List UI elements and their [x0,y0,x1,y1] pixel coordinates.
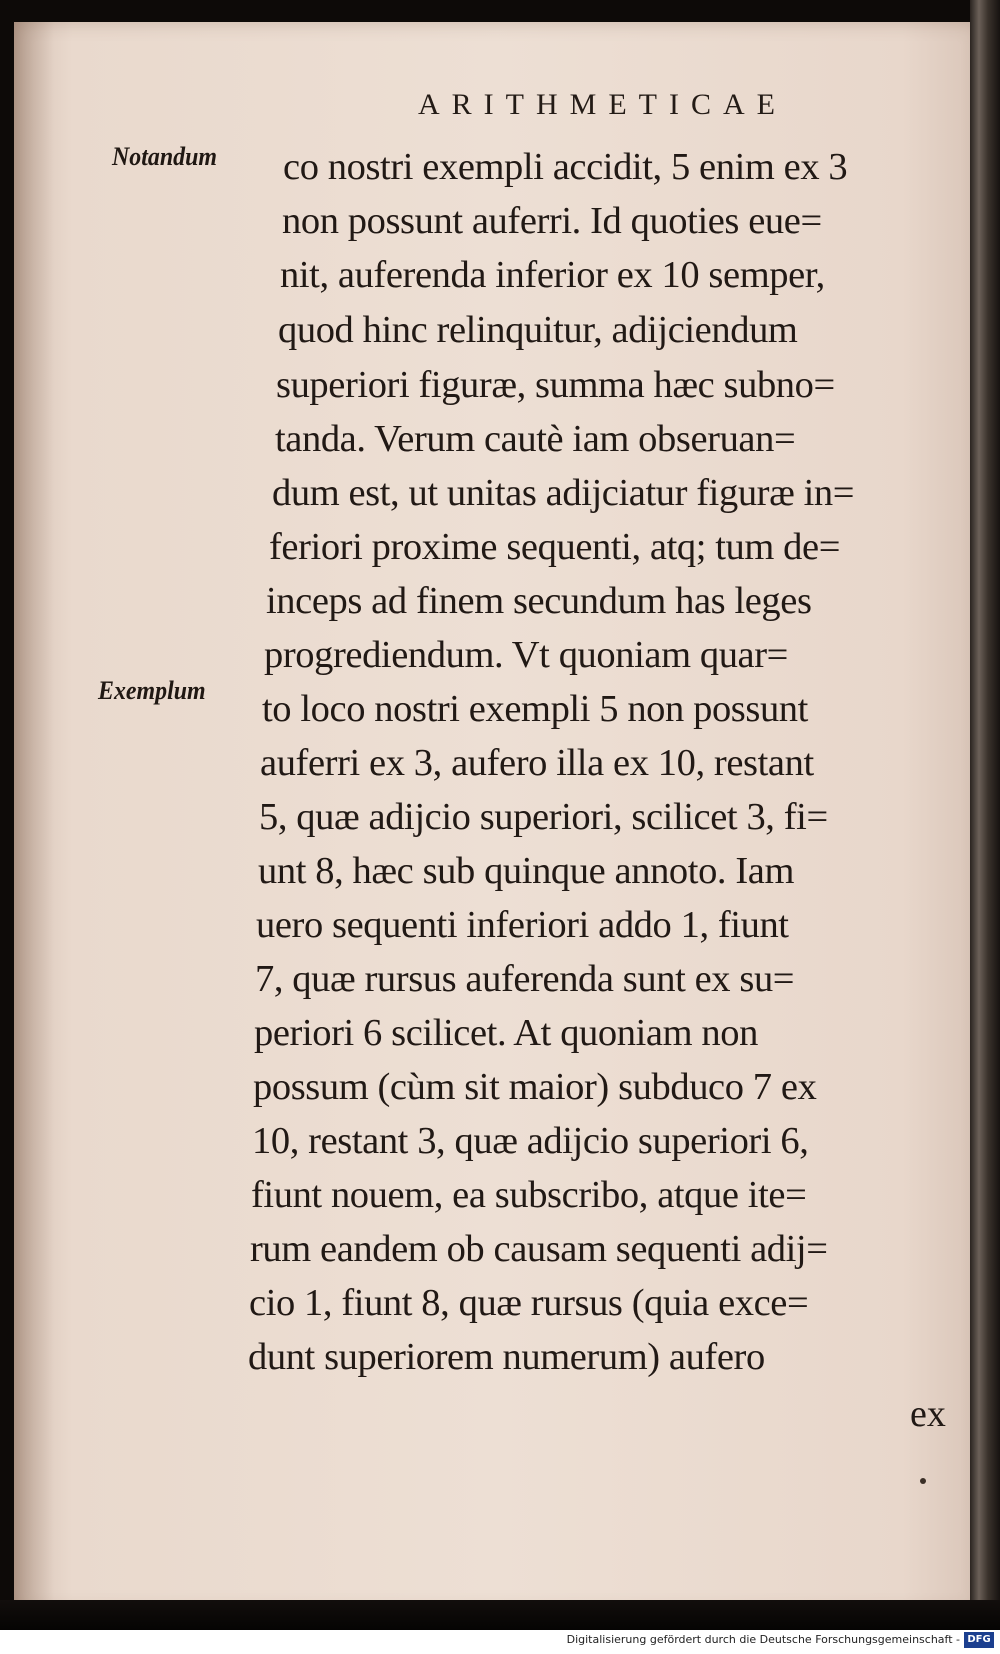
text-line: inceps ad finem secundum has leges [266,580,812,622]
text-line: unt 8, hæc sub quinque annoto. Iam [258,850,795,892]
footer-credit: Digitalisierung gefördert durch die Deutsche Forschungsgemeinschaft - [566,1633,960,1646]
text-line: nit, auferenda inferior ex 10 semper, [280,254,825,296]
text-line: dunt superiorem numerum) aufero [248,1336,765,1378]
page-gutter-shade [14,22,54,1612]
text-line: dum est, ut unitas adijciatur figuræ in= [272,472,855,514]
scan-bottom-border [0,1600,1000,1630]
text-line: feriori proxime sequenti, atq; tum de= [269,526,841,568]
scan-top-border [0,0,1000,22]
book-fore-edge [970,0,1000,1630]
running-head: ARITHMETICAE [418,88,787,121]
catchword: ex [910,1393,946,1435]
text-line: 5, quæ adijcio superiori, scilicet 3, fi= [259,796,828,838]
text-line: progrediendum. Vt quoniam quar= [264,634,788,676]
text-line: cio 1, fiunt 8, quæ rursus (quia exce= [249,1282,809,1324]
text-line: uero sequenti inferiori addo 1, fiunt [256,904,789,946]
text-line: tanda. Verum cautè iam obseruan= [275,418,796,460]
text-line: rum eandem ob causam sequenti adij= [250,1228,828,1270]
text-line: possum (cùm sit maior) subduco 7 ex [253,1066,817,1108]
text-line: quod hinc relinquitur, adijciendum [278,309,798,351]
scan-left-border [0,0,14,1654]
text-line: fiunt nouem, ea subscribo, atque ite= [251,1174,807,1216]
text-line: periori 6 scilicet. At quoniam non [254,1012,758,1054]
text-line: 7, quæ rursus auferenda sunt ex su= [255,958,795,1000]
text-line: co nostri exempli accidit, 5 enim ex 3 [283,146,848,188]
text-line: auferri ex 3, aufero illa ex 10, restant [260,742,814,784]
ink-speck [920,1478,926,1484]
text-line: to loco nostri exempli 5 non possunt [262,688,808,730]
text-line: superiori figuræ, summa hæc subno= [276,364,835,406]
digitization-footer [0,1630,1000,1654]
text-line: 10, restant 3, quæ adijcio superiori 6, [252,1120,809,1162]
marginal-note-notandum: Notandum [112,142,218,171]
text-line: non possunt auferri. Id quoties eue= [282,200,822,242]
marginal-note-exemplum: Exemplum [98,676,206,705]
dfg-logo-icon: DFG [964,1632,994,1648]
